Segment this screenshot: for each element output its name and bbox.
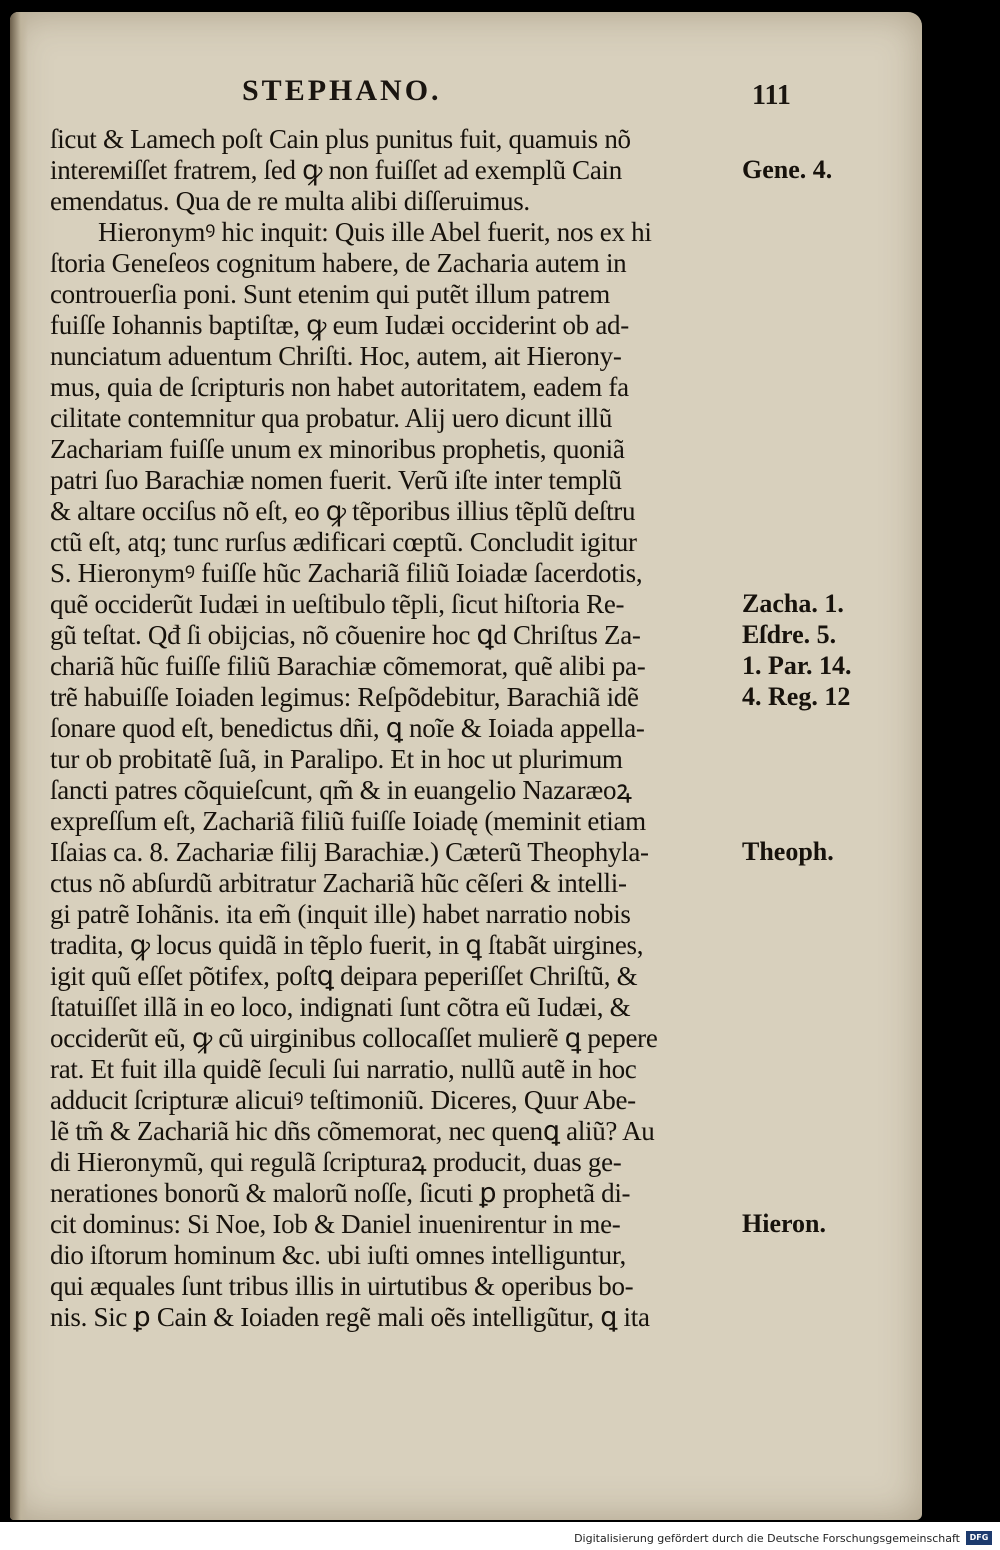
text-line: ſonare quod eſt, benedictus dñi, ꝗ noĩe & Ioiada appella- [50,713,645,743]
text-line: lẽ tm̃ & Zachariã hic dñs cõmemorat, nec quenꝗ aliũ? Au [50,1116,655,1146]
dfg-logo: DFG [966,1531,992,1545]
text-line: ſancti patres cõquieſcunt, qm̃ & in euangelio Nazaræoꝝ [50,775,632,805]
text-line: mus, quia de ſcripturis non habet autoritatem, eadem fa [50,372,629,402]
text-line: & altare occiſus nõ eſt, eo ꝙ tẽporibus illius tẽplũ deſtru [50,496,636,526]
text-line: nunciatum aduentum Chriſti. Hoc, autem, ait Hierony- [50,341,622,371]
body-text [50,124,750,1333]
text-line: cit dominus: Si Noe, Iob & Daniel inuenirentur in me- [50,1209,621,1239]
text-line: ctus nõ abſurdũ arbitratur Zachariã hũc cẽſeri & intelli- [50,868,627,898]
text-line: gi patrẽ Iohãnis. ita em̃ (inquit ille) habet narratio nobis [50,899,631,929]
margin-note: 1. Par. 14. [742,651,852,680]
text-line: igit quũ eſſet põtifex, poſtꝗ deipara peperiſſet Chriſtũ, & [50,961,638,991]
text-line: Iſaias ca. 8. Zachariæ filij Barachiæ.) Cæterũ Theophyla- [50,837,649,867]
text-line: occiderũt eũ, ꝙ cũ uirginibus collocaſſet mulierẽ ꝗ pepere [50,1023,658,1053]
footer-bar [0,1522,1000,1550]
margin-note: Gene. 4. [742,155,833,184]
text-line: expreſſum eſt, Zachariã filiũ fuiſſe Ioiadę (meminit etiam [50,806,646,836]
book-page [10,12,922,1520]
text-line: nerationes bonorũ & malorũ noſſe, ſicuti ꝑ prophetã di- [50,1178,631,1208]
margin-note: 4. Reg. 12 [742,682,851,711]
text-line: Hieronymꝰ hic inquit: Quis ille Abel fuerit, nos ex hi [98,217,652,247]
text-line: tradita, ꝙ locus quidã in tẽplo fuerit, in ꝗ ſtabãt uirgines, [50,930,644,960]
text-line: fuiſſe Iohannis baptiſtæ, ꝙ eum Iudæi occiderint ob ad- [50,310,629,340]
text-line: ſicut & Lamech poſt Cain plus punitus fuit, quamuis nõ [50,124,631,154]
text-line: emendatus. Qua de re multa alibi diſſeruimus. [50,186,530,216]
margin-note: Zacha. 1. [742,589,844,618]
text-line: ctũ eſt, atq; tunc rurſus ædificari cœptũ. Concludit igitur [50,527,637,557]
margin-note: Theoph. [742,837,834,866]
text-line: tur ob probitatẽ ſuã, in Paralipo. Et in hoc ut plurimum [50,744,623,774]
text-line: gũ teſtat. Qđ ſi obijcias, nõ cõuenire hoc ꝗd Chriſtus Za- [50,620,641,650]
page-gutter-shadow [10,12,28,1520]
margin-note: Eſdre. 5. [742,620,837,649]
text-line: cilitate contemnitur qua probatur. Alij uero dicunt illũ [50,403,613,433]
text-line: patri ſuo Barachiæ nomen fuerit. Verũ iſte inter templũ [50,465,622,495]
text-line: Zachariam fuiſſe unum ex minoribus prophetis, quoniã [50,434,625,464]
text-line: qui æquales ſunt tribus illis in uirtutibus & operibus bo- [50,1271,634,1301]
text-line: controuerſia poni. Sunt etenim qui putẽt illum patrem [50,279,610,309]
text-line: quẽ occiderũt Iudæi in ueſtibulo tẽpli, ſicut hiſtoria Re- [50,589,625,619]
text-line: adducit ſcripturæ alicuiꝰ teſtimoniũ. Diceres, Quur Abe- [50,1085,636,1115]
text-line: nis. Sic ꝑ Cain & Ioiaden regẽ mali oẽs intelligũtur, ꝗ ita [50,1302,650,1332]
footer-credit: Digitalisierung gefördert durch die Deutsche Forschungsgemeinschaft [574,1532,960,1545]
margin-note: Hieron. [742,1209,827,1238]
page-number: 111 [752,80,791,111]
text-line: ſtatuiſſet illã in eo loco, indignati ſunt cõtra eũ Iudæi, & [50,992,631,1022]
text-line: trẽ habuiſſe Ioiaden legimus: Reſpõdebitur, Barachiã idẽ [50,682,639,712]
text-line: di Hieronymũ, qui regulã ſcripturaꝝ producit, duas ge- [50,1147,622,1177]
text-line: dio iſtorum hominum &c. ubi iuſti omnes intelliguntur, [50,1240,626,1270]
running-head: STEPHANO. [242,74,442,107]
text-line: intereмiſſet fratrem, ſed ꝙ non fuiſſet ad exemplũ Cain [50,155,622,185]
text-line: chariã hũc fuiſſe filiũ Barachiæ cõmemorat, quẽ alibi pa- [50,651,646,681]
text-line: rat. Et fuit illa quidẽ ſeculi ſui narratio, nullũ autẽ in hoc [50,1054,637,1084]
text-line: S. Hieronymꝰ fuiſſe hũc Zachariã filiũ Ioiadæ ſacerdotis, [50,558,643,588]
text-line: ſtoria Geneſeos cognitum habere, de Zacharia autem in [50,248,627,278]
